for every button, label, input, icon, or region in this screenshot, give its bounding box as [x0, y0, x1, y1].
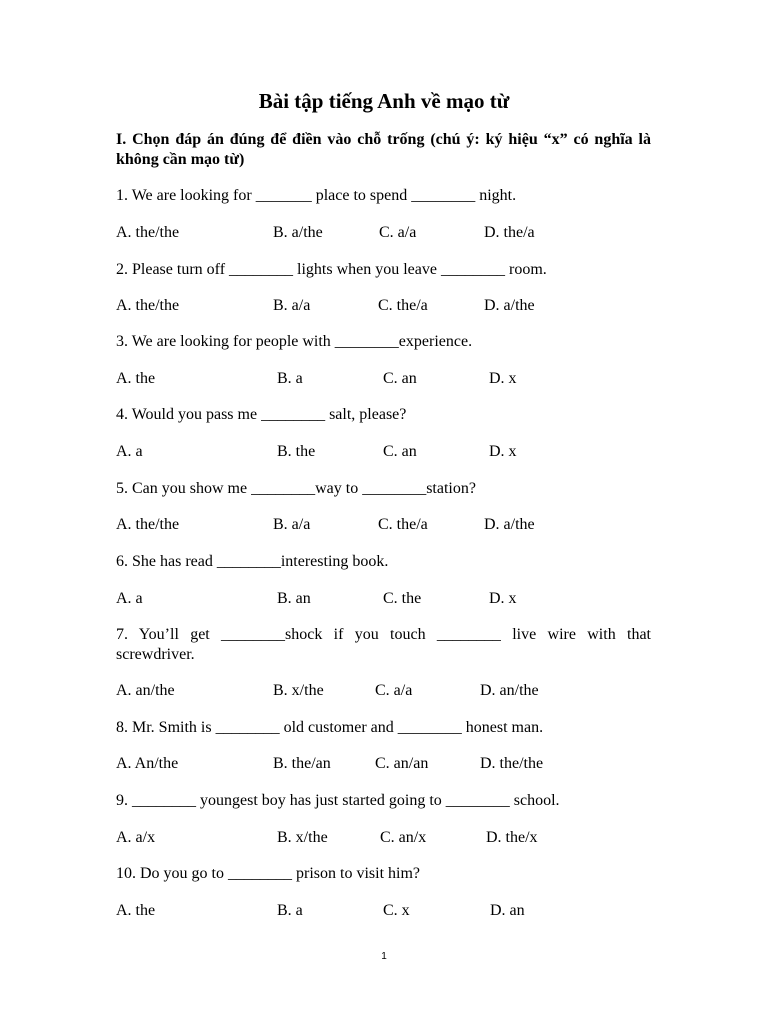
answer-options — [116, 515, 651, 535]
option-a: A. a — [116, 590, 143, 607]
option-b: B. an — [277, 590, 311, 607]
answer-options — [116, 828, 651, 848]
option-a: A. a — [116, 443, 143, 460]
option-b: B. a — [277, 902, 303, 919]
question-text: 10. Do you go to ________ prison to visit him? — [116, 865, 420, 882]
option-c: C. x — [383, 902, 410, 919]
question-text: 2. Please turn off ________ lights when you leave ________ room. — [116, 261, 547, 278]
option-b: B. x/the — [277, 829, 328, 846]
option-b: B. x/the — [273, 682, 324, 699]
option-c: C. a/a — [375, 682, 413, 699]
option-b: B. the/an — [273, 755, 331, 772]
option-b: B. a — [277, 370, 303, 387]
option-d: D. x — [489, 590, 517, 607]
option-c: C. the — [383, 590, 422, 607]
option-c: C. an — [383, 443, 417, 460]
option-a: A. the/the — [116, 516, 180, 533]
option-a: A. the/the — [116, 297, 180, 314]
question-text: 3. We are looking for people with ________experience. — [116, 333, 473, 350]
answer-options — [116, 296, 651, 316]
option-c: C. an/an — [375, 755, 429, 772]
question-text: 7. You’ll get ________shock if you touch ________ live wire with that screwdriver. — [116, 626, 651, 663]
option-a: A. an/the — [116, 682, 175, 699]
answer-options — [116, 681, 651, 701]
answer-options — [116, 589, 651, 609]
option-d: D. an — [490, 902, 525, 919]
option-a: A. An/the — [116, 755, 179, 772]
answer-options — [116, 369, 651, 389]
option-a: A. the — [116, 370, 156, 387]
option-c: C. an — [383, 370, 417, 387]
question-text: 9. ________ youngest boy has just started going to ________ school. — [116, 792, 560, 809]
question-text: 1. We are looking for _______ place to spend ________ night. — [116, 187, 517, 204]
option-c: C. the/a — [378, 516, 428, 533]
option-d: D. x — [489, 370, 517, 387]
question-text: 5. Can you show me ________way to ________station? — [116, 480, 476, 497]
page-title: Bài tập tiếng Anh về mạo từ — [258, 89, 510, 113]
question-text: 6. She has read ________interesting book. — [116, 553, 389, 570]
page-number: 1 — [381, 951, 387, 962]
answer-options — [116, 901, 651, 921]
option-d: D. x — [489, 443, 517, 460]
answer-options — [116, 442, 651, 462]
option-c: C. an/x — [380, 829, 427, 846]
instruction-text: I. Chọn đáp án đúng để điền vào chỗ trống (chú ý: ký hiệu “x” có nghĩa là không cần mạo từ) — [116, 131, 651, 168]
option-d: D. a/the — [484, 516, 535, 533]
question-text: 4. Would you pass me ________ salt, please? — [116, 406, 407, 423]
option-a: A. a/x — [116, 829, 156, 846]
question-text: 8. Mr. Smith is ________ old customer and ________ honest man. — [116, 719, 544, 736]
option-b: B. the — [277, 443, 316, 460]
option-b: B. a/a — [273, 516, 311, 533]
option-d: D. an/the — [480, 682, 539, 699]
option-d: D. the/x — [486, 829, 538, 846]
option-b: B. a/the — [273, 224, 323, 241]
answer-options — [116, 754, 651, 774]
option-b: B. a/a — [273, 297, 311, 314]
option-c: C. the/a — [378, 297, 428, 314]
answer-options — [116, 223, 651, 243]
option-c: C. a/a — [379, 224, 417, 241]
option-d: D. a/the — [484, 297, 535, 314]
option-a: A. the — [116, 902, 156, 919]
option-d: D. the/the — [480, 755, 544, 772]
option-a: A. the/the — [116, 224, 180, 241]
option-d: D. the/a — [484, 224, 535, 241]
